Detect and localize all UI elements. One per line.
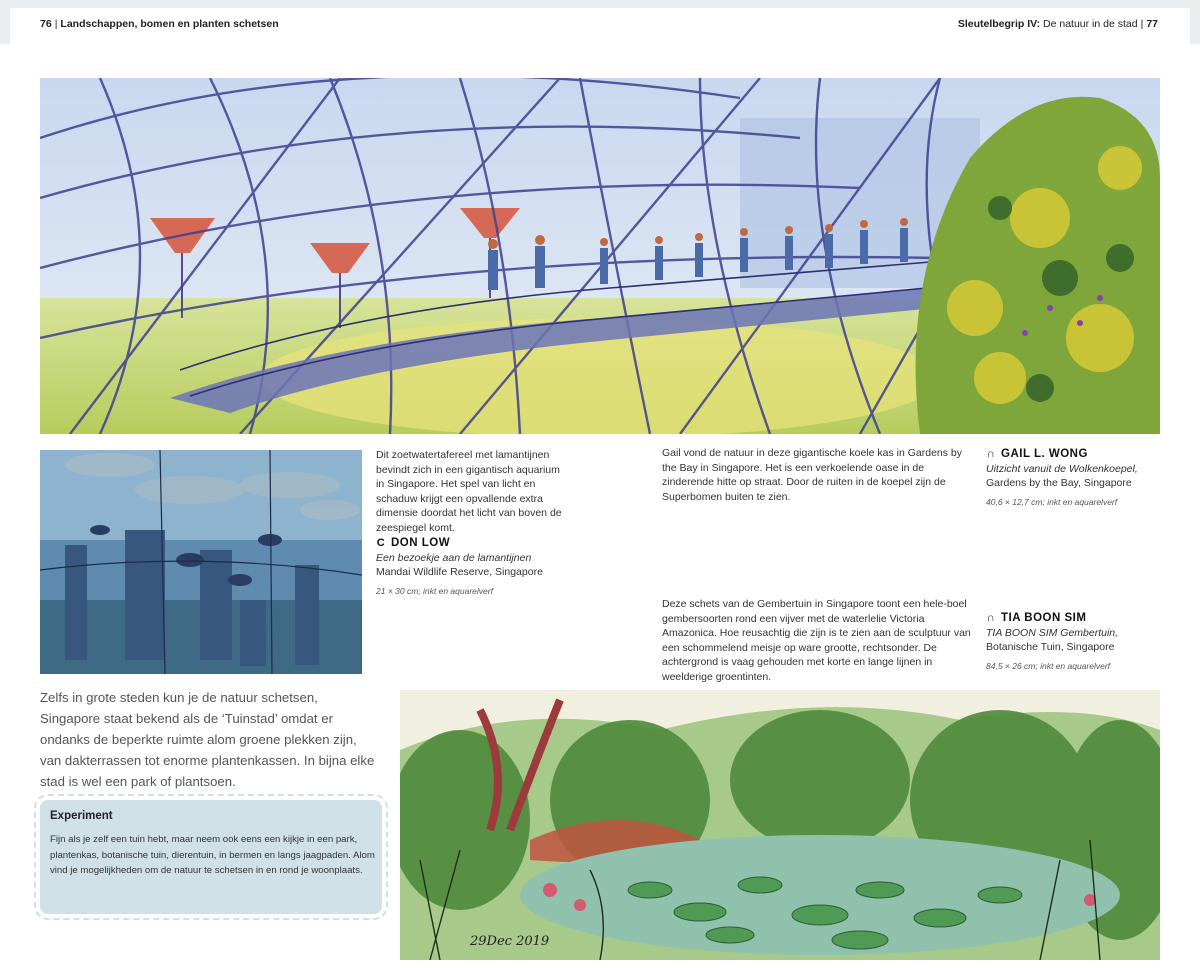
artist-name: GAIL L. WONG (1001, 448, 1088, 460)
experiment-box (40, 800, 382, 914)
page-number-right: 77 (1146, 18, 1158, 30)
caption-tia-description: Deze schets van de Gembertuin in Singapore toont een hele-boel gembersoorten rond een vijver met de waterlelie Victoria Amazonica. Hoe reusachtig die zijn is te zien aan de sculptuur van een schommelend meisje op ware grootte, rechtsonder. De achtergrond is vaag gehouden met korte en lange lijnen in weelderige groentinten. (662, 598, 971, 683)
running-header-left (40, 18, 279, 30)
header-separator-left: | (54, 18, 58, 30)
page-number-left: 76 (40, 18, 52, 30)
section-title-bold: Sleutelbegrip IV: (957, 18, 1041, 30)
manatee-sketch-image (40, 450, 362, 674)
artwork-details: 21 × 30 cm; inkt en aquarelverf (376, 585, 493, 596)
experiment-title: Experiment (50, 810, 113, 822)
arch-icon: ∩ (986, 448, 996, 460)
dome-sketch-image (40, 78, 1160, 434)
artist-credit (376, 536, 566, 551)
chapter-title-left: Landschappen, bomen en planten schetsen (60, 18, 279, 30)
section-title-rest: De natuur in de stad (1043, 18, 1138, 30)
artist-credit (986, 447, 1166, 462)
experiment-body: Fijn als je zelf een tuin hebt, maar neem ook eens een kijkje in een park, plantenkas, botanische tuin, dierentuin, in bermen en langs jaagpaden. Alom vind je mogelijkheden om de natuur te schetsen in en rond je woonplaats. (50, 834, 375, 876)
artwork-title: TIA BOON SIM Gembertuin, (986, 626, 1119, 639)
ginger-garden-sketch-image (400, 690, 1160, 960)
artwork-details: 84,5 × 26 cm; inkt en aquarelverf (986, 660, 1111, 671)
arch-icon: ∩ (986, 612, 996, 624)
header-separator-right: | (1140, 18, 1144, 30)
caption-gail-description: Gail vond de natuur in deze gigantische koele kas in Gardens by the Bay in Singapore. Het is een verkoelende oase in de zinderende hitte op straat. Door de ruiten in de koepel zijn de Superbomen buiten te zien. (662, 447, 963, 503)
artwork-details: 40,6 × 12,7 cm; inkt en aquarelverf (986, 496, 1118, 507)
caption-tia-credit (986, 610, 1166, 673)
artist-name: TIA BOON SIM (1001, 612, 1087, 624)
artist-name: DON LOW (391, 537, 451, 549)
caption-don-low (376, 448, 566, 598)
sketch-date-inscription: 29Dec 2019 (470, 934, 550, 949)
running-header-right (958, 18, 1158, 30)
copyright-icon: C (376, 537, 386, 549)
artwork-location: Botanische Tuin, Singapore (986, 641, 1115, 653)
artist-credit (986, 611, 1166, 626)
artwork-location: Mandai Wildlife Reserve, Singapore (376, 566, 543, 578)
body-paragraph: Zelfs in grote steden kun je de natuur schetsen, Singapore staat bekend als de ‘Tuinstad’ omdat er ondanks de beperkte ruimte alom groene plekken zijn, van dakterrassen tot enorme plantenkassen. In bijna elke stad is wel een park of plantsoen. (40, 690, 375, 789)
artwork-title: Uitzicht vanuit de Wolkenkoepel, (986, 462, 1138, 475)
caption-description: Dit zoetwatertafereel met lamantijnen bevindt zich in een gigantisch aquarium in Singapore. Het spel van licht en schaduw krijgt een opvallende extra dimensie doordat het licht van boven de zeespiegel komt. (376, 449, 562, 534)
artwork-title: Een bezoekje aan de lamantijnen (376, 551, 532, 564)
caption-gail-credit (986, 446, 1166, 509)
artwork-location: Gardens by the Bay, Singapore (986, 477, 1132, 489)
